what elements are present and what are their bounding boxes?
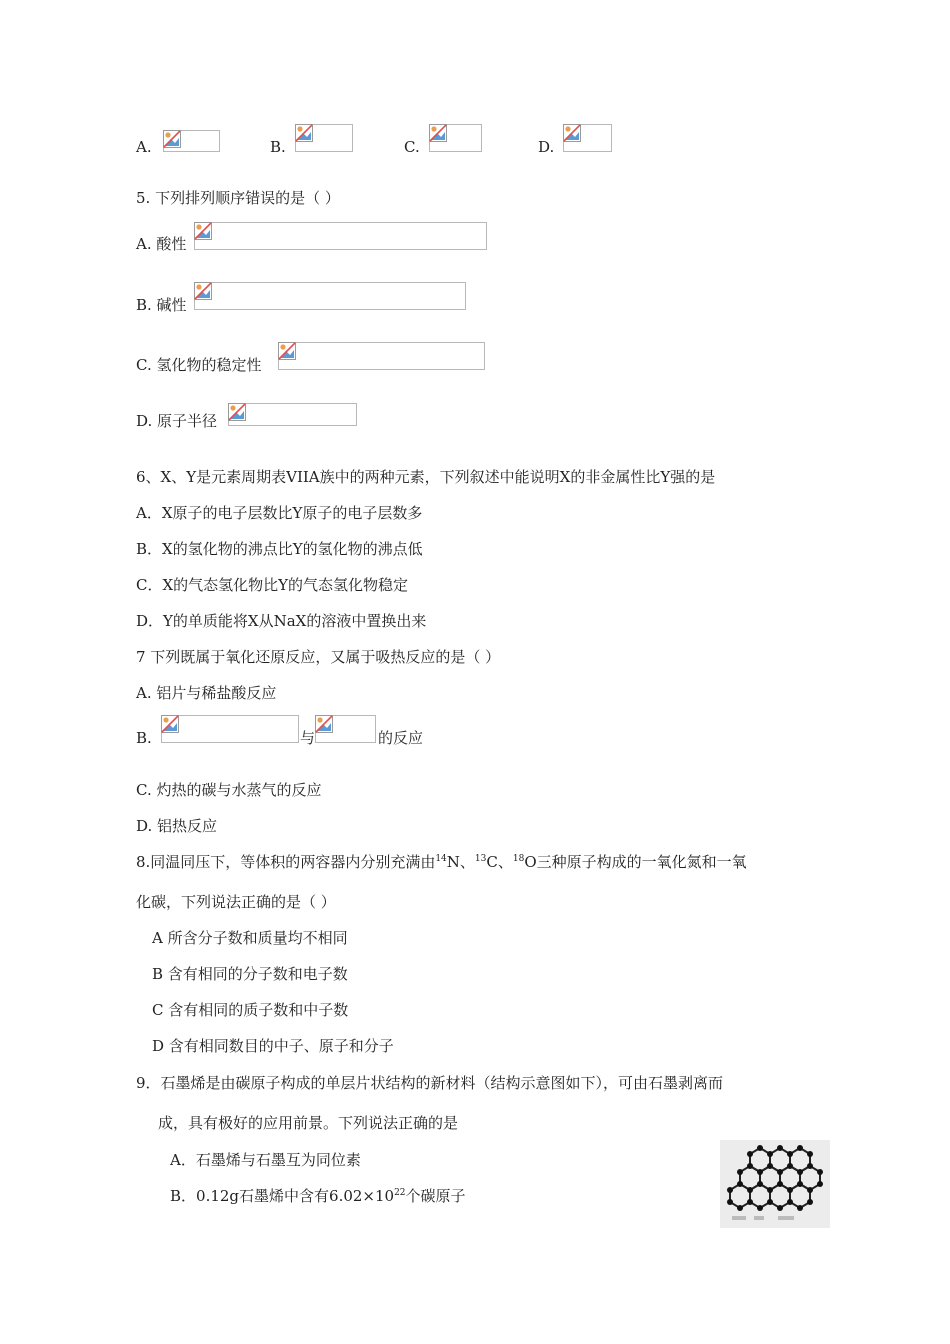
broken-image-icon xyxy=(295,124,315,144)
q8-n-symbol: N、 xyxy=(446,853,475,871)
q9-stem-line2: 成，具有极好的应用前景。下列说法正确的是 xyxy=(158,1114,459,1132)
broken-image-icon xyxy=(194,222,214,242)
broken-image-icon xyxy=(563,124,583,144)
q7-option-b-image-2 xyxy=(315,715,376,743)
q8-n-mass: 14 xyxy=(435,854,447,864)
q5-option-d-image xyxy=(228,403,357,426)
q9-option-b-exponent: 22 xyxy=(394,1188,406,1198)
q5-option-d: D. 原子半径 xyxy=(136,412,218,430)
q6-stem: 6、X、Y是元素周期表VIIA族中的两种元素，下列叙述中能说明X的非金属性比Y强的是 xyxy=(136,468,716,486)
q4-option-b-label: B. xyxy=(270,138,286,156)
q8-option-c: C 含有相同的质子数和中子数 xyxy=(152,1001,349,1019)
q7-option-c: C. 灼热的碳与水蒸气的反应 xyxy=(136,781,322,799)
q8-stem-line2: 化碳，下列说法正确的是（ ） xyxy=(136,893,336,911)
q7-option-b-image-1 xyxy=(161,715,299,743)
q5-option-a: A. 酸性 xyxy=(136,235,187,253)
q7-option-b-suffix: 的反应 xyxy=(378,729,424,747)
q4-option-d-label: D. xyxy=(538,138,555,156)
q9-stem-line1: 9．石墨烯是由碳原子构成的单层片状结构的新材料（结构示意图如下），可由石墨剥离而 xyxy=(136,1074,724,1092)
q8-c-symbol: C、 xyxy=(486,853,513,871)
q9-option-a: A．石墨烯与石墨互为同位素 xyxy=(170,1151,361,1169)
q8-option-d: D 含有相同数目的中子、原子和分子 xyxy=(152,1037,394,1055)
q5-stem: 5. 下列排列顺序错误的是（ ） xyxy=(136,189,340,207)
q9-option-b xyxy=(170,1186,466,1206)
q5-option-a-image xyxy=(194,222,487,250)
q8-o-mass: 18 xyxy=(512,854,525,864)
q6-option-c: C．X的气态氢化物比Y的气态氢化物稳定 xyxy=(136,576,409,594)
q7-option-b-label: B. xyxy=(136,729,152,747)
q6-option-b: B．X的氢化物的沸点比Y的氢化物的沸点低 xyxy=(136,540,423,558)
q8-option-a: A 所含分子数和质量均不相同 xyxy=(152,929,348,947)
q8-stem-part2: O三种原子构成的一氧化氮和一氧 xyxy=(524,853,747,871)
q8-c-mass: 13 xyxy=(474,854,487,864)
broken-image-icon xyxy=(163,130,183,150)
broken-image-icon xyxy=(194,282,214,302)
q6-option-d: D．Y的单质能将X从NaX的溶液中置换出来 xyxy=(136,612,427,630)
broken-image-icon xyxy=(429,124,449,144)
q9-option-b-suffix: 个碳原子 xyxy=(405,1187,466,1205)
q7-option-a: A. 铝片与稀盐酸反应 xyxy=(136,684,277,702)
q4-option-d-image xyxy=(563,124,612,152)
q6-option-a: A．X原子的电子层数比Y原子的电子层数多 xyxy=(136,504,423,522)
q8-stem-line1 xyxy=(136,852,747,872)
graphene-lattice-icon xyxy=(720,1140,830,1228)
broken-image-icon xyxy=(161,715,181,735)
q4-option-a-image xyxy=(163,130,220,152)
q4-option-b-image xyxy=(295,124,353,152)
q5-option-c: C. 氢化物的稳定性 xyxy=(136,356,262,374)
q4-option-c-label: C. xyxy=(404,138,420,156)
broken-image-icon xyxy=(228,403,248,423)
q4-option-a-label: A. xyxy=(136,138,152,156)
q8-stem-part1: 8.同温同压下，等体积的两容器内分别充满由 xyxy=(136,853,436,871)
broken-image-icon xyxy=(315,715,335,735)
q5-option-c-image xyxy=(278,342,485,370)
q5-option-b: B. 碱性 xyxy=(136,296,187,314)
q7-option-d: D. 铝热反应 xyxy=(136,817,218,835)
broken-image-icon xyxy=(278,342,298,362)
q7-stem: 7 下列既属于氧化还原反应，又属于吸热反应的是（ ） xyxy=(136,648,501,666)
q7-option-b-connector: 与 xyxy=(300,729,316,747)
q8-option-b: B 含有相同的分子数和电子数 xyxy=(152,965,348,983)
graphene-structure-diagram xyxy=(720,1140,830,1228)
q5-option-b-image xyxy=(194,282,466,310)
q9-option-b-prefix: B．0.12g石墨烯中含有6.02×10 xyxy=(170,1187,395,1205)
q4-option-c-image xyxy=(429,124,482,152)
